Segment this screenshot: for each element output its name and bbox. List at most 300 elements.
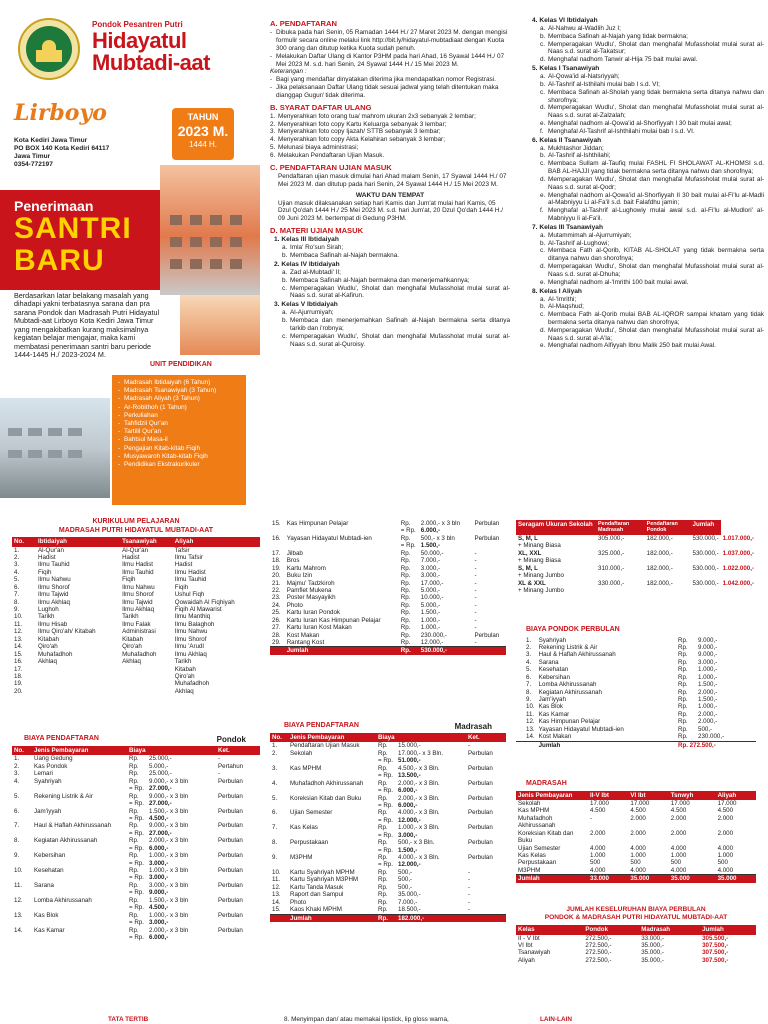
list-letter: c. (540, 88, 545, 96)
table-cell: 5. (14, 576, 20, 584)
table-row (12, 547, 260, 554)
table-cell: Perpustakaan (518, 859, 557, 867)
amount: 1.000,- (420, 624, 441, 632)
total-label: Jumlah (288, 914, 376, 922)
amount: 51.000,- (398, 757, 421, 765)
table-row (12, 651, 260, 658)
table-cell: 1.000,- (698, 666, 718, 674)
amount: 5.000,- (420, 601, 441, 609)
list-letter: a. (282, 244, 288, 252)
table-cell: 1.042.000,- (722, 579, 754, 587)
list-text: Al-Nahwu al-Wadlih Juz I; (548, 25, 621, 33)
exam-material-list (528, 73, 764, 136)
table-cell: Akhlaq (122, 658, 141, 666)
table-cell: 29. (272, 639, 281, 646)
fee-line (129, 837, 214, 844)
table-cell: - (474, 609, 477, 617)
table-row (270, 550, 506, 557)
table-cell: 12. (526, 718, 535, 726)
table-cell: Tarikh (174, 658, 192, 666)
fee-line (401, 557, 471, 564)
list-text: Menghafal nadhom Alfiyyah Ibnu Malik 250 bait mulai Awal. (548, 342, 716, 350)
banner-line2: SANTRI (14, 212, 132, 245)
table-cell: M3PHM (290, 854, 313, 861)
table-cell: Ilmu 'Arudl (174, 643, 204, 651)
table-row (12, 561, 260, 568)
currency: = Rp. (400, 542, 416, 550)
amount: 1.000,- x 3 bln (149, 911, 189, 919)
table-cell: Jumlah (516, 875, 588, 883)
currency: Rp. (129, 807, 139, 815)
table-cell: 25. (272, 609, 281, 617)
currency: Rp. (129, 867, 139, 874)
col-header: Aliyah (717, 791, 737, 799)
table-cell: - (468, 876, 471, 884)
table-cell: 1.000 (670, 852, 687, 860)
table-row (270, 587, 506, 594)
col-header: Ibtidaiyah (38, 538, 67, 546)
fee-line (378, 906, 464, 913)
list-text: Memperagakan Wudlu', Sholat dan menghafal Mufassholat mulai surat al-Naas s.d. surat al-Kafirun. (290, 284, 510, 300)
unit-item: - Pendidikan Ekstrakurikuler (118, 461, 240, 469)
list-item (270, 144, 510, 152)
list-text: Membaca Safinah al-Najah bermakna dan menerjemahkannya; (290, 276, 470, 284)
table-cell: Sekolah (290, 749, 313, 757)
fee-line (129, 815, 214, 822)
fee-line (378, 787, 464, 794)
table-cell: - (474, 579, 477, 587)
list-item (540, 192, 764, 208)
madrasah-fee-table (270, 733, 506, 922)
table-row (516, 689, 756, 696)
list-number: 2. (270, 120, 276, 128)
fee-line (129, 912, 214, 919)
fee-line (129, 755, 214, 762)
currency: Rp. (378, 809, 388, 817)
list-item (540, 120, 764, 128)
table-cell: Koreksian Kitab dan Buku (290, 794, 362, 802)
table-cell: Ilmu Akhlaq (174, 650, 207, 658)
table-cell: 12. (272, 883, 281, 891)
table-row (270, 565, 506, 572)
table-cell: Ilmu Balaghoh (174, 620, 215, 628)
table-row (12, 852, 260, 867)
col-header: Tsnwyh (670, 791, 694, 799)
institution-name-line1: Hidayatul (92, 28, 187, 53)
section-b-title: B. SYARAT DAFTAR ULANG (270, 102, 372, 112)
currency: Rp. (400, 609, 411, 617)
total-monthly-section (516, 906, 756, 964)
amount: 6.000,- (398, 787, 418, 795)
table-row (12, 927, 260, 942)
table-cell: Perbulan (218, 911, 243, 919)
list-item (540, 232, 764, 240)
address-line: Kota Kediri Jawa Timur (14, 137, 88, 144)
pondok-fee-subtitle: Pondok (216, 735, 246, 744)
list-item (540, 207, 764, 223)
col-header: Pendaftaran Madrasah (598, 521, 630, 534)
madrasah-monthly-table (516, 791, 756, 883)
table-row (12, 628, 260, 635)
table-row (516, 807, 756, 814)
table-row (12, 636, 260, 643)
table-cell: Perbulan (218, 867, 243, 874)
location-script-logo: Lirboyo (14, 100, 107, 126)
fee-cell (399, 550, 473, 557)
fee-cell (127, 897, 216, 912)
list-letter: a. (540, 144, 546, 152)
table-cell: Kitabah (122, 635, 144, 643)
exam-material-list (528, 232, 764, 287)
table-row (516, 565, 756, 580)
unit-item: - Pengajian Kitab-kitab Fiqih (118, 445, 240, 453)
list-number: 4. (270, 136, 276, 144)
list-text: Memperagakan Wudlu', Sholat dan menghafal Mufassholat mulai surat al-Naas s.d. surat al-Quroisy. (290, 332, 510, 348)
col-header: No. (14, 538, 24, 546)
table-cell: 1.000 (717, 852, 734, 860)
fee-cell (127, 770, 216, 777)
list-text: Melunasi biaya administrasi; (278, 144, 359, 152)
fee-cell (376, 899, 466, 906)
table-cell: 1.500,- (698, 696, 718, 704)
table-cell: 1. (526, 636, 532, 644)
list-text: Membaca Safinah al-Sholah yang tidak bermakna serta ditanya nahwu dan shorofnya; (548, 88, 764, 104)
table-cell: 11. (272, 876, 281, 884)
table-cell: Rp. (678, 725, 688, 733)
table-row (516, 867, 756, 875)
fee-line (129, 919, 214, 926)
table-cell: 500 (717, 859, 728, 867)
col-header: Tsanawiyah (122, 538, 157, 546)
table-cell: 272.500,- (585, 956, 612, 964)
currency: = Rp. (378, 757, 393, 765)
table-cell: 500 (590, 859, 601, 867)
table-row (516, 815, 756, 830)
table-cell: Ilmu Tafsir (174, 553, 203, 561)
table-row (516, 674, 756, 681)
table-cell: - (468, 742, 471, 750)
col-header: II-V Ibt (590, 791, 609, 799)
list-item (540, 145, 764, 153)
fee-line (401, 565, 471, 572)
table-cell: Koreksian Kitab dan Buku (518, 829, 574, 845)
list-letter: d. (540, 326, 546, 334)
table-cell: 305.000,- (598, 534, 625, 542)
table-cell: 35.000 (716, 875, 756, 883)
currency: Rp. (129, 777, 139, 785)
madrasah-fee-subtitle: Madrasah (454, 722, 492, 731)
total-monthly-title2: PONDOK & MADRASAH PUTRI HIDAYATUL MUBTADI-AAT (544, 914, 728, 922)
table-row (516, 644, 756, 651)
fee-cell (376, 906, 466, 914)
table-row (12, 613, 260, 620)
list-item (540, 240, 764, 248)
table-cell: Rp. (678, 703, 688, 711)
list-text: Imla' Ro'sun Sirah; (290, 244, 344, 252)
table-cell: Ilmu Tajwid (38, 591, 69, 599)
list-letter: b. (540, 239, 546, 247)
fee-line (129, 763, 214, 770)
table-cell: 6. (14, 583, 20, 591)
amount: 2.000,- x 3 bln (149, 837, 189, 845)
list-number: 6. (270, 151, 276, 159)
table-cell: Kartu Syahriyah M3PHM (290, 876, 359, 884)
table-cell: 5. (14, 792, 20, 800)
table-cell: - (474, 564, 477, 572)
currency: Rp. (378, 868, 388, 876)
col-header: Biaya (378, 734, 395, 741)
total-row (270, 914, 506, 922)
table-cell: Kas Pondok (34, 762, 68, 770)
currency: = Rp. (129, 889, 144, 897)
fee-line (401, 542, 471, 549)
total-value: Rp. 272.500,- (676, 741, 756, 749)
table-cell: Tafsir (174, 546, 190, 554)
list-text: Membaca Sullam al-Taufiq mulai FASHL FI SHOLAWAT AL-KHOMSI s.d. BAB AL-HAJJI yang tidak bermakna serta ditanya nahwu dan shorofnya; (548, 160, 764, 176)
list-item (282, 252, 510, 260)
table-cell: 4.500 (717, 807, 734, 815)
table-cell: 8. (272, 839, 278, 847)
table-cell: Kost Makan (286, 631, 320, 639)
unit-item: - Ar-Robithoh (1 Tahun) (118, 404, 240, 412)
currency: Rp. (378, 854, 388, 861)
list-item (270, 152, 510, 160)
table-cell: Kas MPHM (518, 807, 550, 815)
table-cell: 3. (14, 770, 20, 778)
table-cell: 1.000,- (698, 703, 718, 711)
table-cell: Pamflet Mukena (286, 586, 332, 594)
fee-cell (399, 624, 473, 631)
list-letter: f. (540, 207, 544, 215)
curriculum-title2: MADRASAH PUTRI HIDAYATUL MUBTADI-AAT (58, 526, 214, 534)
amount: 500,- x 3 Bln. (398, 839, 435, 847)
total-row (270, 647, 506, 655)
table-cell: Ilmu Hadist (122, 561, 154, 569)
registration-column (270, 16, 510, 348)
table-row (12, 554, 260, 561)
table-cell: - (590, 814, 593, 822)
currency: Rp. (378, 749, 388, 757)
list-letter: c. (282, 284, 287, 292)
table-cell: Perbulan (218, 807, 243, 815)
table-cell: Akhlaq (174, 687, 194, 695)
fee-line (378, 839, 464, 846)
list-item (540, 311, 764, 327)
table-cell: Ujian Semester (290, 809, 333, 817)
table-row (270, 765, 506, 780)
list-text: Menghafal al-Tashrif al-Lughowiy mulai awal s.d. al-Fi'lu al-Mudlori' al-Mabniyyu li al-Fa'il. (548, 207, 764, 222)
table-row (270, 535, 506, 550)
amount: 3.000,- (420, 572, 441, 580)
curriculum-table (12, 537, 260, 695)
total-value: 182.000,- (398, 914, 425, 922)
table-row (516, 949, 756, 956)
fee-cell (399, 594, 473, 601)
list-text: Membaca dan menerjemahkan Safinah al-Najah bermakna serta ditanya tarkib dan i'robnya; (290, 317, 510, 332)
fee-cell (127, 793, 216, 808)
table-cell: Rp. (678, 718, 688, 726)
size-cell (516, 565, 596, 580)
table-row (12, 666, 260, 673)
section-c-title: C. PENDAFTARAN UJIAN MASUK (270, 162, 392, 172)
table-cell: 9. (526, 696, 532, 704)
address-block (14, 137, 109, 169)
list-item (540, 247, 764, 263)
amount: 1.000,- x 3 bln (149, 867, 189, 874)
table-cell: 27. (272, 624, 281, 632)
list-item (282, 317, 510, 333)
list-letter: b. (540, 80, 546, 88)
table-cell: Perbulan (218, 896, 243, 904)
table-row (516, 659, 756, 666)
table-cell: 2.000 (630, 829, 646, 837)
list-text: Menyerahkan foto copy Kartu Keluarga sebanyak 3 lembar; (278, 120, 447, 128)
table-cell: Kesehatan (538, 666, 569, 674)
currency: Rp. (400, 534, 411, 542)
table-cell: Yayasan Hidayatul Mubtadi-ien (538, 725, 624, 733)
list-letter: c. (282, 332, 287, 340)
table-row (516, 681, 756, 688)
table-cell: - (474, 594, 477, 602)
amount: 3.000,- (149, 859, 169, 867)
pondok-fee-section (12, 735, 260, 941)
table-cell: Perbulan (474, 631, 500, 639)
currency: Rp. (400, 579, 411, 587)
table-cell: 9.000,- (698, 643, 718, 651)
currency: Rp. (378, 891, 388, 899)
fee-line (378, 854, 464, 861)
year-badge-hijri: 1444 H. (188, 140, 218, 150)
table-cell: Kas Himpunan Pelajar (538, 718, 601, 726)
currency: = Rp. (378, 816, 393, 824)
fee-line (401, 535, 471, 542)
col-header: Madrasah (641, 926, 671, 934)
table-row (516, 935, 756, 942)
list-item: - Bagi yang mendaftar dinyatakan diterima jika mendapatkan nomor Registrasi. (270, 76, 510, 84)
table-cell: Photo (290, 898, 307, 906)
amount: 6.000,- (398, 801, 418, 809)
amount: 4.000,- x 3 Bln. (398, 854, 440, 861)
uniform-section (516, 520, 756, 594)
table-cell: 325.000,- (598, 549, 625, 557)
table-cell: Perbulan (468, 854, 493, 861)
fee-line (401, 639, 471, 646)
table-cell: 17.000 (590, 799, 609, 807)
list-number: 3. (270, 128, 276, 136)
currency: Rp. (400, 639, 411, 646)
currency: Rp. (129, 926, 139, 934)
table-cell: Perbulan (218, 837, 243, 845)
table-row (270, 809, 506, 824)
table-cell (270, 647, 285, 655)
table-row (12, 606, 260, 613)
table-cell: 17.000 (630, 799, 650, 807)
table-row (516, 637, 756, 644)
table-cell: Perbulan (218, 822, 243, 830)
fee-cell (399, 557, 473, 564)
table-cell: Muhafadhoh Akhirussanah (518, 814, 556, 830)
exam-material-list (528, 145, 764, 223)
currency: Rp. (400, 631, 411, 639)
fee-cell (376, 795, 466, 810)
table-cell: 330.000,- (598, 579, 625, 587)
fee-cell (399, 587, 473, 594)
col-header: No. (14, 747, 24, 754)
table-row (270, 617, 506, 624)
table-cell: 5. (272, 794, 278, 802)
table-cell: 1.017.000,- (722, 534, 754, 542)
title-banner (0, 190, 160, 290)
table-cell: 500 (670, 859, 682, 867)
col-header: Jenis Pembayaran (34, 747, 89, 754)
list-letter: d. (540, 56, 546, 64)
exam-material-list (270, 244, 510, 260)
fee-cell (376, 780, 466, 795)
table-cell: 35.000,- (641, 949, 664, 957)
table-cell: Kartu Mahrom (286, 564, 326, 572)
table-cell: 4.500 (670, 807, 687, 815)
table-cell: 2. (526, 643, 532, 651)
table-cell: 35.000,- (641, 941, 664, 949)
currency: = Rp. (129, 933, 144, 941)
list-letter: b. (540, 152, 546, 160)
table-cell: Rp. (678, 643, 688, 651)
fee-line (378, 876, 464, 883)
size-note: + Minang Biasa (518, 557, 561, 565)
table-cell: Kartu Tanda Masuk (290, 883, 344, 891)
table-cell: 11. (14, 881, 23, 889)
list-item (540, 263, 764, 279)
currency: = Rp. (378, 861, 393, 869)
amount: 500,- (398, 883, 413, 891)
table-cell: - (474, 586, 477, 594)
table-cell: 530.000,- (692, 579, 719, 587)
table-cell: Ilmu Nahwu (38, 576, 71, 584)
list-letter: c. (540, 247, 545, 255)
table-cell: 17.000 (717, 799, 737, 807)
fee-cell (399, 535, 473, 550)
list-item (540, 152, 764, 160)
table-cell: Majmu' Tadzkiroh (286, 579, 335, 587)
list-item (282, 269, 510, 277)
table-cell: 272.500,- (585, 934, 612, 942)
table-row (270, 891, 506, 898)
list-letter: e. (540, 342, 546, 350)
table-cell: - (218, 770, 221, 778)
table-row (12, 755, 260, 762)
amount: 18.500,- (398, 906, 421, 914)
fee-line (378, 847, 464, 854)
amount: 4.500,- x 3 Bln. (398, 764, 440, 772)
fee-line (129, 778, 214, 785)
fee-line (378, 824, 464, 831)
table-cell: 14. (272, 898, 281, 906)
list-item (540, 25, 764, 33)
table-row (516, 666, 756, 673)
table-cell: Rp. (678, 688, 688, 696)
table-cell: 1.037.000,- (722, 549, 754, 557)
table-cell: Lughoh (38, 606, 59, 613)
table-cell: 26. (272, 616, 281, 624)
address-line: Jawa Timur (14, 152, 51, 160)
table-row (270, 557, 506, 564)
monthly-pondok-title: BIAYA PONDOK PERBULAN (526, 626, 620, 633)
fee-cell (376, 824, 466, 839)
fee-line (378, 869, 464, 876)
curriculum-title1: KURIKULUM PELAJARAN (92, 518, 180, 525)
total-monthly-table (516, 925, 756, 964)
table-cell: 18. (14, 672, 23, 680)
